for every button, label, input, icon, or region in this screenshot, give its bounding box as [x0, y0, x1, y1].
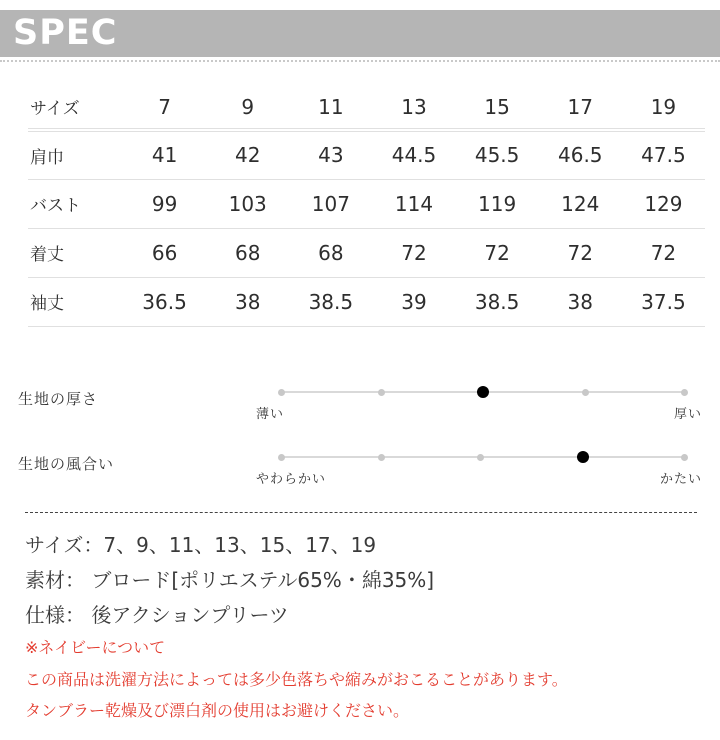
scale-max-label: かたい	[659, 472, 702, 487]
table-cell: 99	[123, 179, 206, 228]
table-cell: 103	[206, 179, 289, 228]
dashed-divider	[25, 512, 697, 513]
row-label: 袖丈	[28, 277, 123, 326]
table-cell: 17	[539, 85, 622, 130]
fabric-texture-scale	[278, 450, 688, 464]
table-cell: 13	[372, 85, 455, 130]
note-tumble-dry: タンブラー乾燥及び漂白剤の使用はお避けください。	[25, 701, 410, 720]
table-cell: 19	[622, 85, 705, 130]
dotted-divider	[0, 60, 720, 62]
table-cell: 11	[289, 85, 372, 130]
fabric-texture-label: 生地の風合い	[18, 455, 115, 473]
size-spec-table	[28, 85, 705, 327]
page-title: SPEC	[13, 13, 118, 53]
detail-size-line: サイズ：7、9、11、13、15、17、19	[25, 533, 377, 557]
table-cell: 124	[539, 179, 622, 228]
table-cell: 72	[372, 228, 455, 277]
detail-material-line: 素材： ブロード[ポリエステル65%・綿35%]	[25, 568, 435, 592]
table-header-row	[28, 85, 705, 130]
table-cell: 129	[622, 179, 705, 228]
row-label: 肩巾	[28, 130, 123, 179]
slider-dot	[681, 454, 688, 461]
table-cell: 41	[123, 130, 206, 179]
slider-dot	[378, 389, 385, 396]
table-row	[28, 179, 705, 228]
table-cell: 119	[456, 179, 539, 228]
detail-feature-line: 仕様： 後アクションプリーツ	[25, 603, 289, 627]
note-color-fading: この商品は洗濯方法によっては多少色落ちや縮みがおこることがあります。	[25, 669, 568, 689]
slider-dot	[278, 454, 285, 461]
slider-dot	[278, 389, 285, 396]
table-cell: 38.5	[456, 277, 539, 326]
care-notes	[25, 632, 568, 727]
table-cell: 107	[289, 179, 372, 228]
row-label: 着丈	[28, 228, 123, 277]
slider-active-dot	[577, 451, 589, 463]
scale-min-label: 薄い	[256, 407, 285, 422]
table-cell: 36.5	[123, 277, 206, 326]
table-cell: 9	[206, 85, 289, 130]
table-cell: 38	[206, 277, 289, 326]
table-cell: 46.5	[539, 130, 622, 179]
row-label: サイズ	[28, 85, 123, 130]
scale-max-label: 厚い	[673, 407, 702, 422]
table-cell: 37.5	[622, 277, 705, 326]
table-cell: 38.5	[289, 277, 372, 326]
slider-dot	[681, 389, 688, 396]
table-cell: 45.5	[456, 130, 539, 179]
spec-header-bar	[0, 10, 720, 57]
fabric-thickness-scale	[278, 385, 688, 399]
scale-min-label: やわらかい	[256, 472, 327, 487]
slider-dots	[278, 385, 688, 399]
table-cell: 66	[123, 228, 206, 277]
slider-dots	[278, 450, 688, 464]
table-row	[28, 228, 705, 277]
table-cell: 72	[539, 228, 622, 277]
table-row	[28, 130, 705, 179]
table-cell: 15	[456, 85, 539, 130]
table-cell: 72	[456, 228, 539, 277]
slider-active-dot	[477, 386, 489, 398]
table-cell: 44.5	[372, 130, 455, 179]
slider-dot	[378, 454, 385, 461]
table-cell: 39	[372, 277, 455, 326]
table-cell: 68	[206, 228, 289, 277]
table-cell: 68	[289, 228, 372, 277]
table-cell: 47.5	[622, 130, 705, 179]
row-label: バスト	[28, 179, 123, 228]
slider-dot	[477, 454, 484, 461]
note-navy-heading: ※ネイビーについて	[25, 638, 166, 657]
fabric-thickness-label: 生地の厚さ	[18, 390, 99, 408]
slider-dot	[582, 389, 589, 396]
table-row	[28, 277, 705, 326]
table-cell: 42	[206, 130, 289, 179]
table-cell: 43	[289, 130, 372, 179]
table-cell: 72	[622, 228, 705, 277]
product-details	[25, 528, 434, 633]
table-cell: 7	[123, 85, 206, 130]
table-cell: 38	[539, 277, 622, 326]
table-cell: 114	[372, 179, 455, 228]
